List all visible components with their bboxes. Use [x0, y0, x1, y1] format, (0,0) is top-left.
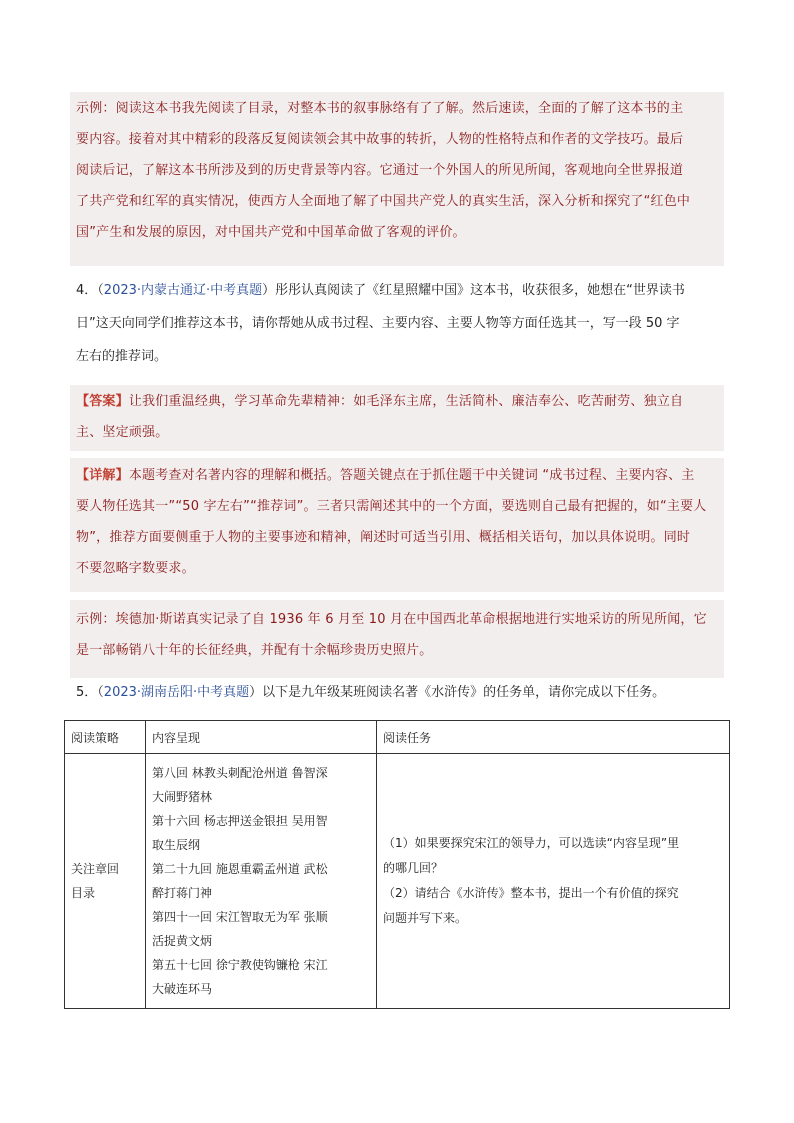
question4-source-open: （ — [97, 283, 104, 298]
answer-tag: 【答案】 — [76, 394, 129, 409]
example2-paragraph — [76, 604, 722, 666]
example1-paragraph — [76, 93, 722, 248]
chapter-line: 第五十七回 徐宁教使钩镰枪 宋江 — [152, 958, 328, 972]
example2-line: 示例：埃德加·斯诺真实记录了自 1936 年 6 月至 10 月在中国西北革命根据地进行实地采访的所见所闻，它 — [76, 612, 707, 627]
chapter-line: 活捉黄文炳 — [152, 934, 213, 948]
question4-number: 4． — [76, 283, 98, 298]
chapter-line: 醉打蒋门神 — [152, 886, 213, 900]
detail-text: 本题考查对名著内容的理解和概括。答题关键点在于抓住题干中关键词 “成书过程、主要内容、主 — [128, 468, 695, 483]
task-line: 的哪几回？ — [383, 861, 444, 875]
answer-line: 主、坚定顽强。 — [76, 425, 169, 440]
example1-line: 了共产党和红军的真实情况，使西方人全面地了解了中国共产党人的真实生活，深入分析和探究了“红色中 — [76, 194, 691, 209]
question5 — [76, 676, 726, 709]
question4-source-close: ） — [262, 283, 276, 298]
cell-task — [377, 754, 730, 1009]
answer-line — [76, 386, 722, 417]
question5-source-close: ） — [249, 685, 263, 700]
detail-line — [76, 460, 722, 491]
chapter-line: 第八回 林教头刺配沧州道 鲁智深 — [152, 766, 328, 780]
chapter-line: 第四十一回 宋江智取无为军 张顺 — [152, 910, 328, 924]
table-header-row — [65, 721, 730, 754]
question5-source-open: （ — [97, 685, 104, 700]
detail-line: 不要忽略字数要求。 — [76, 561, 195, 576]
detail-line: 物”，推荐方面要侧重于人物的主要事迹和精神，阐述时可适当引用、概括相关语句，加以具体说明。同时 — [76, 530, 691, 545]
chapter-line: 大破连环马 — [152, 982, 213, 996]
chapter-line: 第十六回 杨志押送金银担 吴用智 — [152, 814, 328, 828]
reading-task-table — [64, 720, 730, 1009]
answer-paragraph — [76, 386, 722, 448]
question4-line: 日”这天向同学们推荐这本书，请你帮她从成书过程、主要内容、主要人物等方面任选其一，写一段 50 字 — [76, 316, 680, 331]
task-line: 问题并写下来。 — [383, 911, 468, 925]
cell-strategy — [65, 754, 146, 1009]
answer-text: 让我们重温经典，学习革命先辈精神：如毛泽东主席，生活简朴、廉洁奉公、吃苦耐劳、独立自 — [128, 394, 684, 409]
chapter-line: 大闹野猪林 — [152, 790, 213, 804]
question5-line — [76, 676, 726, 709]
task-line: （2）请结合《水浒传》整本书，提出一个有价值的探究 — [383, 886, 679, 900]
header-task: 阅读任务 — [377, 721, 730, 754]
question5-number: 5． — [76, 685, 98, 700]
example1-line: 国”产生和发展的原因，对中国共产党和中国革命做了客观的评价。 — [76, 225, 466, 240]
question4-line: 左右的推荐词。 — [76, 349, 168, 364]
chapter-line: 第二十九回 施恩重霸孟州道 武松 — [152, 862, 328, 876]
header-strategy: 阅读策略 — [65, 721, 146, 754]
question5-text: 以下是九年级某班阅读名著《水浒传》的任务单，请你完成以下任务。 — [262, 685, 666, 700]
strategy-line: 关注章回 — [71, 862, 120, 876]
question5-source: 2023·湖南岳阳·中考真题 — [103, 685, 250, 700]
example2-line: 是一部畅销八十年的长征经典，并配有十余幅珍贵历史照片。 — [76, 643, 433, 658]
task-line: （1）如果要探究宋江的领导力，可以选读“内容呈现”里 — [383, 836, 680, 850]
table-row — [65, 754, 730, 1009]
chapter-line: 取生辰纲 — [152, 838, 201, 852]
question4-source: 2023·内蒙古通辽·中考真题 — [103, 283, 263, 298]
detail-paragraph — [76, 460, 722, 584]
question4 — [76, 274, 726, 373]
detail-tag: 【详解】 — [76, 468, 129, 483]
question4-line — [76, 274, 726, 307]
example1-line: 要内容。接着对其中精彩的段落反复阅读领会其中故事的转折，人物的性格特点和作者的文学技巧。最后 — [76, 132, 684, 147]
cell-content — [146, 754, 377, 1009]
example1-line: 阅读后记，了解这本书所涉及到的历史背景等内容。它通过一个外国人的所见所闻，客观地向全世界报道 — [76, 163, 684, 178]
header-content: 内容呈现 — [146, 721, 377, 754]
detail-line: 要人物任选其一”“50 字左右”“推荐词”。三者只需阐述其中的一个方面，要选则自己最有把握的，如“主要人 — [76, 499, 707, 514]
example1-line: 示例：阅读这本书我先阅读了目录，对整本书的叙事脉络有了了解。然后速读，全面的了解了这本书的主 — [76, 101, 684, 116]
strategy-line: 目录 — [71, 886, 96, 900]
question4-text: 彤彤认真阅读了《红星照耀中国》这本书，收获很多，她想在“世界读书 — [275, 283, 685, 298]
